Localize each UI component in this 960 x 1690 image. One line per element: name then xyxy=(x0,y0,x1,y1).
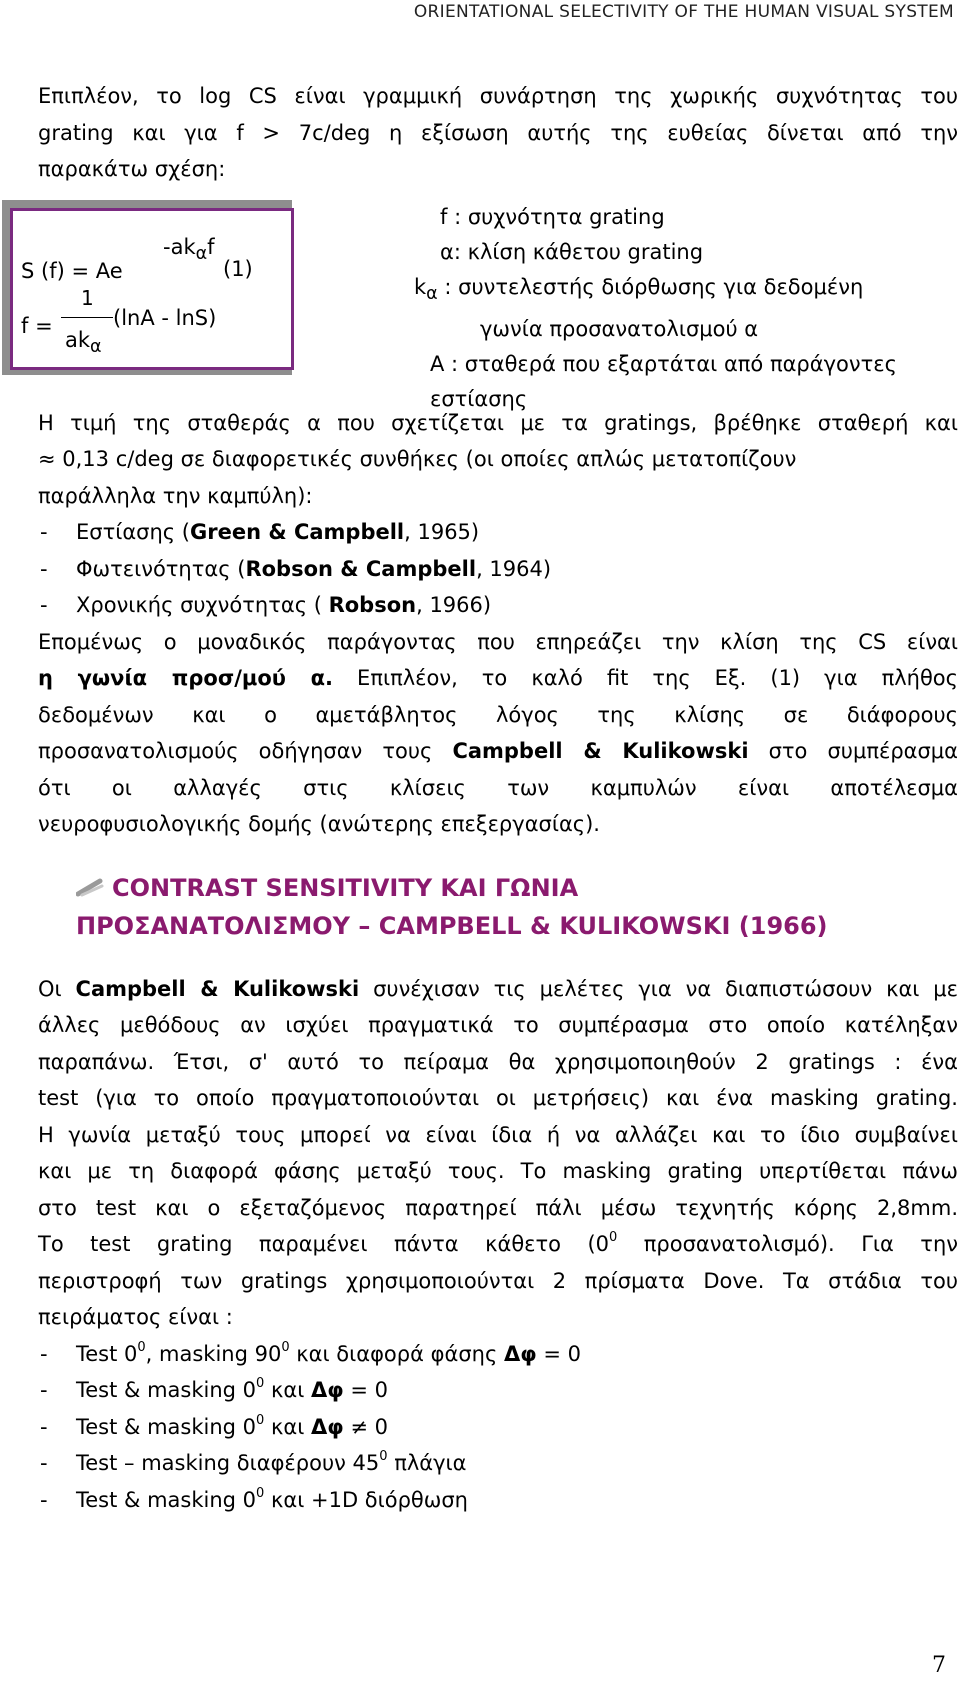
para4-l8-post: προσανατολισμό). Για την xyxy=(617,1232,958,1256)
para3-line-2-rest: Επιπλέον, το καλό fit της Εξ. (1) για πλήθος xyxy=(333,666,958,690)
list-dash: - xyxy=(40,1487,48,1512)
legend-k-sub: α xyxy=(426,283,438,304)
para4-line-10: πειράματος είναι : xyxy=(38,1305,233,1329)
page-number: 7 xyxy=(932,1653,946,1678)
para3-line-4 xyxy=(38,733,958,770)
stage-c: και διαφορά φάσης xyxy=(289,1341,504,1366)
legend-k xyxy=(378,270,897,312)
para3-line-1: Επομένως ο μοναδικός παράγοντας που επηρεάζει την κλίση της CS είναι xyxy=(38,629,958,654)
list-text: Χρονικής συχνότητας ( xyxy=(76,593,329,617)
stage-b: πλάγια xyxy=(387,1451,467,1475)
list-dash: - xyxy=(40,593,48,617)
legend-A: A : σταθερά που εξαρτάται από παράγοντες xyxy=(430,351,897,376)
para3-line-5: ότι οι αλλαγές στις κλίσεις των καμπυλών είναι αποτέλεσμα xyxy=(38,775,958,800)
equation-2-lhs: f = xyxy=(21,313,53,338)
equation-1-exponent xyxy=(163,235,215,264)
para3-line-2 xyxy=(38,660,958,697)
list-item xyxy=(38,587,958,624)
list-text: Εστίασης ( xyxy=(76,520,190,544)
para4-pre: Οι xyxy=(38,976,76,1001)
para4-line-1 xyxy=(38,971,958,1008)
para4-l1-post: συνέχισαν τις μελέτες για να διαπιστώσουν και με xyxy=(359,976,959,1001)
formula-area xyxy=(21,200,958,411)
running-header: ORIENTATIONAL SELECTIVITY OF THE HUMAN VISUAL SYSTEM xyxy=(413,2,954,22)
den-ak: ak xyxy=(65,327,91,352)
equation-1-number: (1) xyxy=(223,256,253,281)
list-item xyxy=(38,1409,958,1446)
section-heading xyxy=(38,869,958,945)
para4-line-8 xyxy=(38,1226,958,1263)
stages-list xyxy=(38,1336,958,1519)
para3-bold-1: η γωνία προσ/μού α. xyxy=(38,666,334,690)
stage-a-sup: 0 xyxy=(256,1485,265,1501)
stage-d: Δφ xyxy=(503,1341,537,1366)
fraction-bar xyxy=(61,317,113,319)
para3-line-6: νευροφυσιολογικής δομής (ανώτερης επεξεργασίας). xyxy=(38,812,600,836)
stage-b: και xyxy=(264,1378,311,1402)
document-body xyxy=(21,78,959,1518)
para4-bold: Campbell & Kulikowski xyxy=(75,976,360,1001)
equation-2-rest: (lnA - lnS) xyxy=(113,305,217,330)
list-dash: - xyxy=(40,1414,48,1439)
exp-ak: -ak xyxy=(163,234,196,259)
para4-l8-pre: Το test grating παραμένει πάντα κάθετο (0 xyxy=(38,1232,610,1256)
list-dash: - xyxy=(40,1451,48,1475)
list-dash: - xyxy=(40,1378,48,1402)
list-item xyxy=(38,1445,958,1482)
para4-line-3: παραπάνω. Έτσι, σ' αυτό το πείραμα θα χρησιμοποιηθούν 2 gratings : ένα xyxy=(38,1049,958,1074)
stage-b-sup: 0 xyxy=(281,1339,290,1355)
stage-a-sup: 0 xyxy=(256,1412,265,1428)
para3-line-4-post: στο συμπέρασμα xyxy=(748,739,958,763)
section-title-line-2: ΠΡΟΣΑΝΑΤΟΛΙΣΜΟΥ – CAMPBELL & KULIKOWSKI (1966) xyxy=(76,911,828,940)
list-item xyxy=(38,1482,958,1519)
stage-a-sup: 0 xyxy=(379,1449,388,1464)
legend-k-symbol: k xyxy=(414,274,427,299)
list-bold: Robson & Campbell xyxy=(245,556,477,581)
stage-a: Test – masking διαφέρουν 45 xyxy=(76,1451,380,1475)
stage-a-sup: 0 xyxy=(137,1339,146,1355)
para4-line-5: Η γωνία μεταξύ τους μπορεί να είναι ίδια ή να αλλάζει και το ίδιο συμβαίνει xyxy=(38,1122,958,1147)
list-rest: , 1964) xyxy=(476,556,552,581)
list-item xyxy=(38,514,958,551)
list-bold: Robson xyxy=(328,593,417,617)
list-dash: - xyxy=(40,1341,48,1366)
para3-bold-2: Campbell & Kulikowski xyxy=(452,739,749,763)
para2-line-2: ≈ 0,13 c/deg σε διαφορετικές συνθήκες (οι οποίες απλώς μετατοπίζουν xyxy=(38,447,797,471)
stage-b: και +1D διόρθωση xyxy=(264,1487,468,1512)
stage-e: = 0 xyxy=(536,1341,581,1366)
para4-line-2: άλλες μεθόδους αν ισχύει πραγματικά το συμπέρασμα στο οποίο κατέληξαν xyxy=(38,1013,958,1037)
stage-d: Δφ xyxy=(311,1378,344,1402)
stage-e: = 0 xyxy=(343,1378,388,1402)
para3-line-3: δεδομένων και ο αμετάβλητος λόγος της κλίσης σε διάφορους xyxy=(38,702,958,727)
para2-line-3: παράλληλα την καμπύλη): xyxy=(38,483,313,508)
stage-a: Test & masking 0 xyxy=(76,1487,257,1512)
equation-1-lhs: S (f) = Ae xyxy=(21,258,123,283)
intro-line-2: grating και για f > 7c/deg η εξίσωση αυτής της ευθείας δίνεται από την xyxy=(38,120,958,145)
stage-a: Test & masking 0 xyxy=(76,1414,257,1439)
legend-k-cont: γωνία προσανατολισμού α xyxy=(480,316,759,341)
den-sub: α xyxy=(90,336,102,357)
intro-line-3: παρακάτω σχέση: xyxy=(38,157,226,181)
section-title-line-1: CONTRAST SENSITIVITY ΚΑΙ ΓΩΝΙΑ xyxy=(112,873,579,902)
list-item xyxy=(38,1336,958,1373)
list-bold: Green & Campbell xyxy=(189,520,405,544)
formula-box xyxy=(10,208,294,370)
para4-line-4: test (για το οποίο πραγματοποιούνται οι μετρήσεις) και ένα masking grating. xyxy=(38,1086,958,1110)
para4-line-9: περιστροφή των gratings χρησιμοποιούνται 2 πρίσματα Dove. Τα στάδια του xyxy=(38,1268,958,1293)
exp-f: f xyxy=(207,234,215,259)
para2-line-1: Η τιμή της σταθεράς α που σχετίζεται με τα gratings, βρέθηκε σταθερή και xyxy=(38,410,958,435)
list-dash: - xyxy=(40,520,48,544)
equation-2-denominator xyxy=(65,328,102,357)
stage-e: ≠ 0 xyxy=(343,1414,388,1439)
formula-legend xyxy=(378,200,897,417)
list-item xyxy=(38,1372,958,1409)
para4-line-6: και με τη διαφορά φάσης μεταξύ τους. Το masking grating υπερτίθεται πάνω xyxy=(38,1159,958,1183)
list-rest: , 1965) xyxy=(404,520,480,544)
para4-l8-sup: 0 xyxy=(609,1230,618,1245)
para4-line-7: στο test και ο εξεταζόμενος παρατηρεί πάλι μέσω τεχνητής κόρης 2,8mm. xyxy=(38,1195,958,1220)
exp-sub: α xyxy=(195,243,208,264)
list-text: Φωτεινότητας ( xyxy=(76,556,246,581)
legend-f: f : συχνότητα grating xyxy=(440,204,665,229)
equation-2-numerator: 1 xyxy=(81,285,94,310)
stage-a: Test & masking 0 xyxy=(76,1378,257,1402)
list-rest: , 1966) xyxy=(416,593,492,617)
intro-line-1: Επιπλέον, το log CS είναι γραμμική συνάρτηση της χωρικής συχνότητας του xyxy=(38,84,958,108)
legend-A-cont: εστίασης xyxy=(430,386,528,411)
legend-k-text: : συντελεστής διόρθωσης για δεδομένη xyxy=(437,274,864,299)
stage-a: Test 0 xyxy=(76,1341,138,1366)
legend-alpha: α: κλίση κάθετου grating xyxy=(440,239,704,264)
stage-b: , masking 90 xyxy=(145,1341,282,1366)
stage-d: Δφ xyxy=(311,1414,344,1439)
factors-list xyxy=(38,514,958,624)
stage-b: και xyxy=(264,1414,311,1439)
list-dash: - xyxy=(40,556,48,581)
list-item xyxy=(38,551,958,588)
pencil-stroke-icon xyxy=(76,877,106,897)
para3-line-4-pre: προσανατολισμούς οδήγησαν τους xyxy=(38,739,453,763)
stage-a-sup: 0 xyxy=(256,1376,265,1391)
